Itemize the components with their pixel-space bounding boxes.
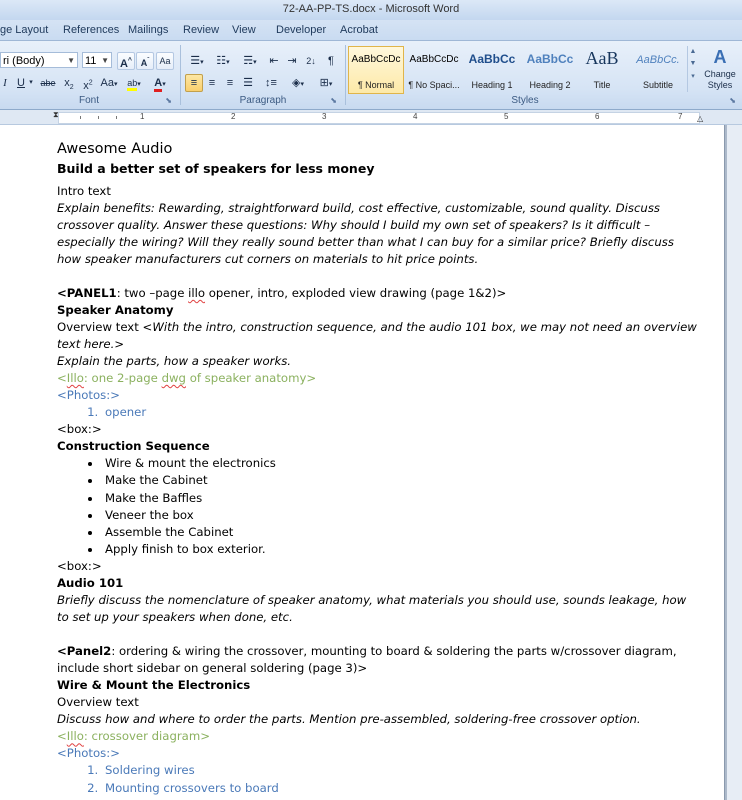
style-heading-1[interactable] xyxy=(464,46,520,94)
title-bar xyxy=(0,0,742,21)
ruler-tick xyxy=(98,116,99,119)
superscript-button[interactable] xyxy=(79,74,97,92)
chevron-down-icon: ▾ xyxy=(29,79,33,86)
ruler-number: 1 xyxy=(140,112,145,121)
illo1-word: Illo xyxy=(66,371,84,385)
chevron-down-icon: ▼ xyxy=(101,56,109,65)
align-left-icon: ≡ xyxy=(190,77,198,89)
tab-acrobat[interactable]: Acrobat xyxy=(340,24,378,36)
ruler-tick xyxy=(80,116,81,119)
tab-review[interactable]: Review xyxy=(183,24,220,36)
superscript-icon: $x^2$ xyxy=(83,79,93,92)
photos1-label: <Photos:> xyxy=(57,388,120,402)
borders-button[interactable]: ⊞▾ xyxy=(319,77,333,89)
illo2-word: Illo xyxy=(66,729,84,744)
show-hide-marks-button[interactable] xyxy=(322,52,340,70)
overview2: Overview text xyxy=(57,695,139,710)
italic-button[interactable] xyxy=(0,74,10,92)
document-area xyxy=(0,125,742,800)
style-label: Heading 1 xyxy=(471,80,513,90)
sort-button[interactable] xyxy=(302,52,320,70)
clear-formatting-button[interactable] xyxy=(156,52,174,70)
line-spacing-icon: ↕≡ xyxy=(265,77,277,89)
grow-font-icon: A^ xyxy=(119,57,133,70)
dialog-launcher-icon[interactable]: ⬊ xyxy=(330,96,337,105)
strikethrough-button[interactable] xyxy=(37,74,59,92)
tab-mailings[interactable]: Mailings xyxy=(128,24,169,36)
construction-list xyxy=(57,455,697,558)
line-spacing-button[interactable] xyxy=(259,74,283,92)
font-size-value: 11 xyxy=(85,55,97,67)
underline-icon: U xyxy=(17,77,25,89)
speaker-anatomy-heading: Speaker Anatomy xyxy=(57,303,174,317)
style-label: Title xyxy=(593,80,611,90)
list-item: 2. Mounting crossovers to board xyxy=(102,780,697,797)
list-item: 1. opener xyxy=(102,404,697,421)
style-sample: AaBbCcDc xyxy=(409,54,459,65)
font-group xyxy=(0,43,178,107)
ruler-number: 7 xyxy=(678,112,683,121)
clear-formatting-icon: Aa xyxy=(159,56,171,66)
font-name-value: ri (Body) xyxy=(3,55,45,67)
indent-marker-icon[interactable]: ⧗ xyxy=(53,110,59,119)
panel1-tag: <PANEL1 xyxy=(57,286,117,300)
panel1-line xyxy=(57,285,697,302)
window-title: 72-AA-PP-TS.docx - Microsoft Word xyxy=(282,3,460,15)
justify-icon: ☰ xyxy=(243,77,253,89)
shrink-font-button[interactable] xyxy=(136,52,154,70)
tab-developer[interactable]: Developer xyxy=(276,24,327,36)
list-item: • Apply finish to box exterior. xyxy=(102,541,697,558)
grow-font-button[interactable] xyxy=(117,52,135,70)
discuss-order: Discuss how and where to order the parts. Mention pre-assembled, soldering-free crossover option. xyxy=(57,712,641,727)
borders-icon: ⊞ xyxy=(319,77,329,89)
construction-heading: Construction Sequence xyxy=(57,439,210,454)
multilevel-list-icon: ☴ xyxy=(243,55,254,67)
increase-indent-button[interactable] xyxy=(283,52,301,70)
overview-note: <With the intro, construction sequence, and the audio 101 box, we may not need an overview text here.> xyxy=(57,320,697,351)
paint-bucket-icon: ◈ xyxy=(292,77,301,89)
numbering-button[interactable]: ☷▾ xyxy=(216,55,230,67)
panel2-text: : ordering & wiring the crossover, mounting to board & soldering the parts w/crossover diagram, include short sidebar on general soldering (page 3)> xyxy=(57,644,677,676)
align-right-icon: ≡ xyxy=(226,77,234,89)
paragraph-group-label: Paragraph xyxy=(239,95,287,106)
font-name-select[interactable] xyxy=(0,52,78,68)
tab-page-layout[interactable]: ge Layout xyxy=(0,24,49,36)
style-sample: AaBbCcDc xyxy=(351,54,401,65)
align-right-button[interactable] xyxy=(221,74,239,92)
underline-button[interactable] xyxy=(14,74,28,92)
photos2-list xyxy=(57,762,697,796)
panel1-illo-word: illo xyxy=(188,286,206,300)
list-item: • Wire & mount the electronics xyxy=(102,455,697,472)
align-left-button[interactable] xyxy=(185,74,203,92)
ruler-number: 2 xyxy=(231,112,236,121)
chevron-up-icon[interactable]: ▲ xyxy=(689,48,697,55)
list-item: • Make the Baffles xyxy=(102,490,697,507)
style-sample: AaBbCc. xyxy=(636,54,680,66)
styles-group-label: Styles xyxy=(511,95,539,106)
font-group-label: Font xyxy=(78,95,99,106)
align-center-icon: ≡ xyxy=(208,77,216,89)
illo1-mid: : one 2-page xyxy=(83,371,162,385)
highlighter-icon: ab xyxy=(127,78,137,91)
dialog-launcher-icon[interactable]: ⬊ xyxy=(165,96,172,105)
multilevel-list-button[interactable]: ☴▾ xyxy=(243,55,257,67)
style-title[interactable] xyxy=(574,46,630,94)
style-heading-2[interactable] xyxy=(522,46,578,94)
panel1-text: : two –page xyxy=(116,286,189,300)
intro-body: Explain benefits: Rewarding, straightforward build, cost effective, customizable, sound quality. Discuss crossover quality. Answer these questions: Why should I build my own set of speakers? Is it difficult – especially the wiring? Will they really sound better than what I can buy for a similar price? Briefly discuss how speaker manufacturers cut corners on materials to hit price points. xyxy=(57,201,674,266)
ruler-tick xyxy=(116,116,117,119)
wire-heading: Wire & Mount the Electronics xyxy=(57,678,251,693)
ruler-band xyxy=(58,112,700,124)
list-item: • Assemble the Cabinet xyxy=(102,524,697,541)
illo2-line xyxy=(57,728,697,745)
illo1-line xyxy=(57,370,697,387)
audio101-heading: Audio 101 xyxy=(57,576,124,591)
styles-scroll[interactable] xyxy=(687,46,698,92)
font-color-icon: A xyxy=(154,77,162,92)
document-body[interactable] xyxy=(57,140,697,797)
photos1-list xyxy=(57,404,697,421)
horizontal-ruler[interactable] xyxy=(0,110,742,125)
tab-view[interactable]: View xyxy=(232,24,256,36)
subscript-icon: $x_2$ xyxy=(64,77,74,92)
style-label: ¶ No Spaci... xyxy=(408,80,460,90)
style-label: Heading 2 xyxy=(529,80,571,90)
style-normal[interactable] xyxy=(348,46,404,94)
illo2-post: : crossover diagram> xyxy=(83,729,211,744)
style-label: ¶ Normal xyxy=(357,80,395,90)
increase-indent-icon: ⇥ xyxy=(287,55,297,67)
decrease-indent-icon: ⇤ xyxy=(269,55,279,67)
change-case-icon: Aa▾ xyxy=(100,77,118,89)
decrease-indent-button[interactable] xyxy=(265,52,283,70)
style-no-spacing[interactable] xyxy=(406,46,462,94)
chevron-down-icon: ▼ xyxy=(67,56,75,65)
chevron-down-icon[interactable]: ▼ xyxy=(689,60,697,67)
doc-subtitle: Build a better set of speakers for less money xyxy=(57,161,375,176)
group-divider xyxy=(180,45,181,105)
font-size-select[interactable] xyxy=(82,52,112,68)
explain-parts: Explain the parts, how a speaker works. xyxy=(57,354,292,368)
list-item: • Veneer the box xyxy=(102,507,697,524)
doc-title: Awesome Audio xyxy=(57,141,173,157)
bullets-button[interactable]: ☰▾ xyxy=(190,55,204,67)
illo1-dwg: dwg xyxy=(161,371,186,385)
align-center-button[interactable] xyxy=(203,74,221,92)
shading-button[interactable]: ◈▾ xyxy=(292,77,304,89)
illo1-pre: < xyxy=(57,371,67,385)
change-styles-label: Change Styles xyxy=(704,69,736,90)
dialog-launcher-icon[interactable]: ⬊ xyxy=(729,96,736,105)
ruler-number: 3 xyxy=(322,112,327,121)
box1-label: <box:> xyxy=(57,422,102,437)
underline-dropdown[interactable] xyxy=(27,74,35,92)
style-label: Subtitle xyxy=(642,80,674,90)
change-styles-button[interactable] xyxy=(700,45,740,95)
photos2-label: <Photos:> xyxy=(57,746,120,761)
more-styles-icon[interactable]: ▾ xyxy=(691,73,695,80)
subscript-button[interactable] xyxy=(60,74,78,92)
group-divider xyxy=(345,45,346,105)
pilcrow-icon: ¶ xyxy=(328,55,334,67)
styles-group xyxy=(348,43,742,107)
sort-icon: 2↓ xyxy=(306,56,316,66)
change-styles-icon: A xyxy=(713,47,727,67)
illo2-pre: < xyxy=(57,729,67,744)
ruler-number: 6 xyxy=(595,112,600,121)
list-item: 1. Soldering wires xyxy=(102,762,697,779)
shrink-font-icon: $A^ˇ$ xyxy=(140,58,150,68)
paragraph-group xyxy=(183,43,343,107)
audio101-body: Briefly discuss the nomenclature of speaker anatomy, what materials you should use, sounds leakage, how to set up your speakers when done, etc. xyxy=(57,593,687,625)
vertical-scrollbar[interactable] xyxy=(727,125,742,800)
style-subtitle[interactable] xyxy=(630,46,686,94)
style-sample: AaB xyxy=(585,48,619,68)
illo1-post: of speaker anatomy> xyxy=(185,371,317,385)
ruler-number: 5 xyxy=(504,112,509,121)
intro-label: Intro text xyxy=(57,184,111,198)
style-sample: AaBbCc xyxy=(526,52,574,66)
ribbon-tabs xyxy=(0,20,742,41)
bullet-list-icon: ☰ xyxy=(190,55,201,67)
document-page[interactable] xyxy=(0,125,725,800)
highlight-color-button[interactable]: ab▾ xyxy=(123,74,145,92)
italic-icon: I xyxy=(3,77,7,89)
right-indent-marker-icon[interactable]: △ xyxy=(697,114,704,123)
ribbon xyxy=(0,41,742,110)
overview-prefix: Overview text xyxy=(57,320,143,334)
strikethrough-icon: abe xyxy=(40,78,56,88)
panel1-text-end: opener, intro, exploded view drawing (page 1&2)> xyxy=(205,286,507,300)
ruler-number: 4 xyxy=(413,112,418,121)
justify-button[interactable] xyxy=(239,74,257,92)
panel2-tag: <Panel2 xyxy=(57,644,112,659)
tab-references[interactable]: References xyxy=(63,24,120,36)
list-item: • Make the Cabinet xyxy=(102,472,697,489)
font-color-button[interactable]: A▾ xyxy=(148,74,172,92)
box2-label: <box:> xyxy=(57,559,102,574)
numbered-list-icon: ☷ xyxy=(216,55,227,67)
overview-line xyxy=(57,319,697,353)
style-sample: AaBbCc xyxy=(468,52,516,66)
change-case-button[interactable] xyxy=(98,74,120,92)
panel2-line xyxy=(57,643,697,677)
